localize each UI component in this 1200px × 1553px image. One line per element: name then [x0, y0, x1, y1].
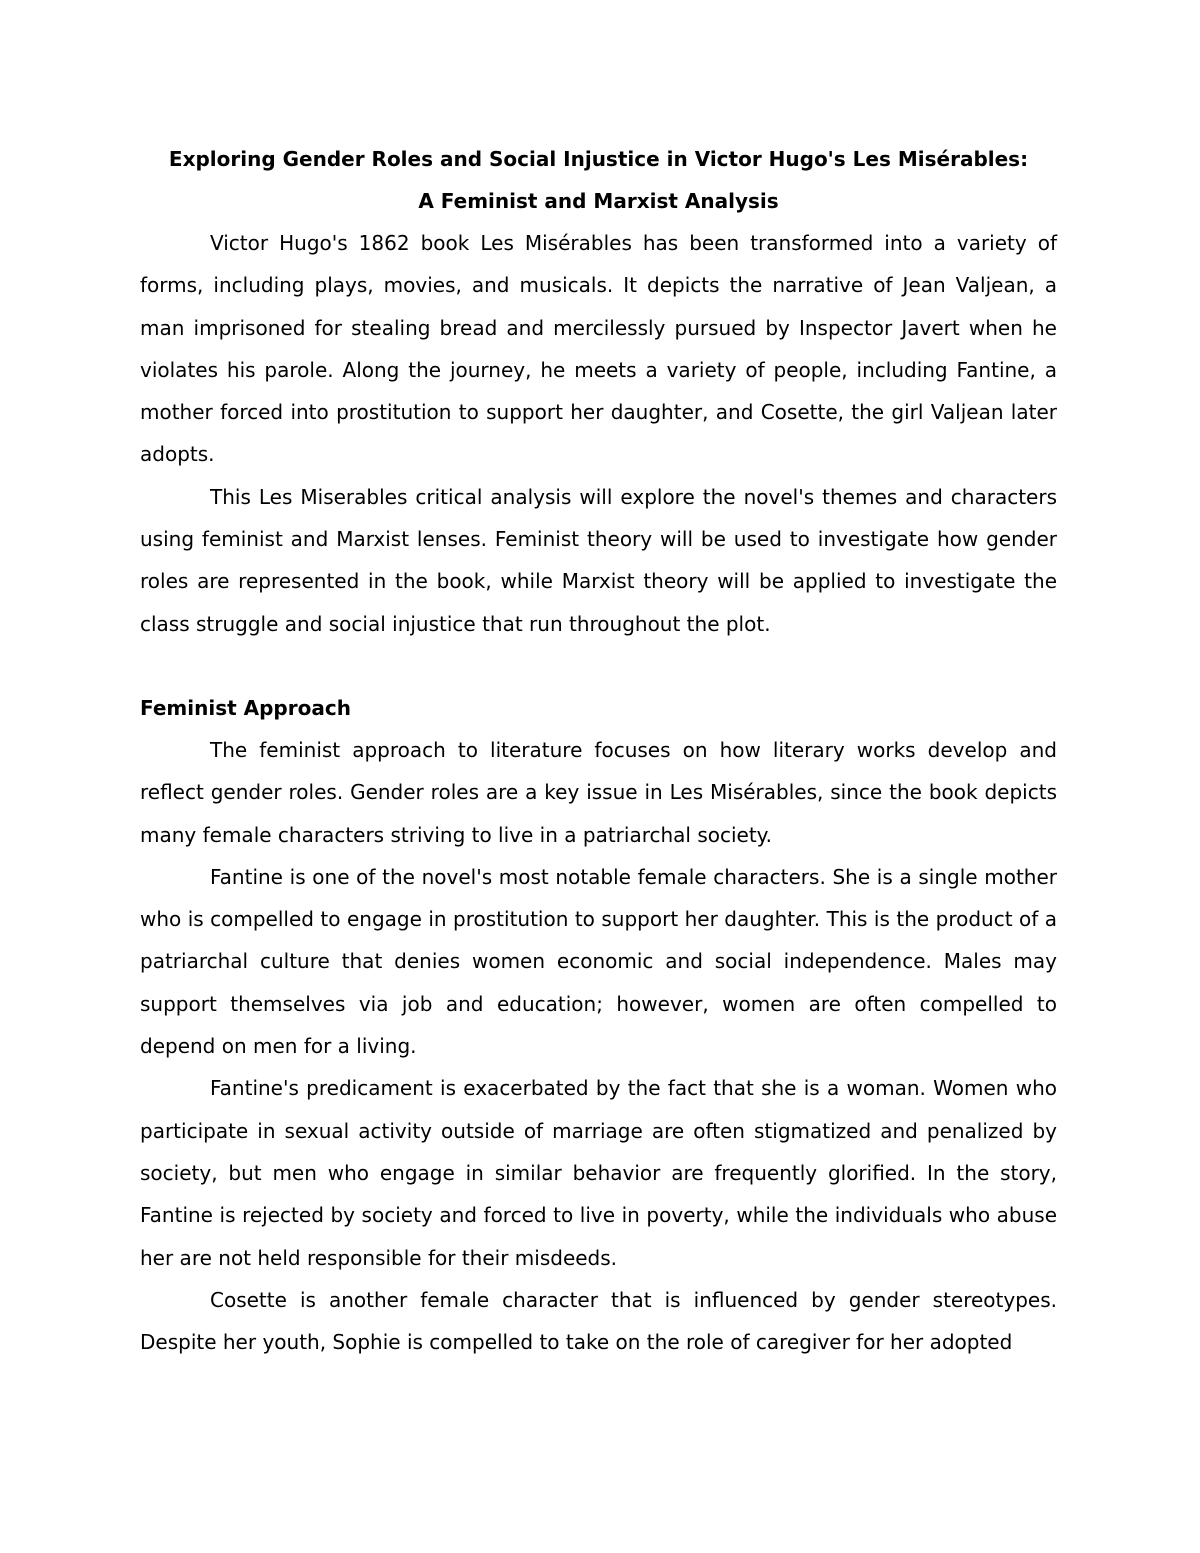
section-heading: Feminist Approach — [140, 695, 351, 720]
intro-paragraph-2: This Les Miserables critical analysis will explore the novel's themes and characters using feminist and Marxist lenses. Feminist theory will be used to investigate how gender roles are represented in the book, while Marxist theory will be applied to investigate the class struggle and social injustice that run throughout the plot. — [140, 484, 1057, 636]
section-paragraph-3: Fantine's predicament is exacerbated by the fact that she is a woman. Women who participate in sexual activity outside of marriage are often stigmatized and penalized by society, but men who engage in similar behavior are frequently glorified. In the story, Fantine is rejected by society and forced to live in poverty, while the individuals who abuse her are not held responsible for their misdeeds. — [140, 1076, 1057, 1270]
intro-paragraph-1: Victor Hugo's 1862 book Les Misérables has been transformed into a variety of forms, including plays, movies, and musicals. It depicts the narrative of Jean Valjean, a man imprisoned for stealing bread and mercilessly pursued by Inspector Javert when he violates his parole. Along the journey, he meets a variety of people, including Fantine, a mother forced into prostitution to support her daughter, and Cosette, the girl Valjean later adopts. — [140, 231, 1057, 467]
document-page — [140, 138, 1057, 1363]
section-paragraph-1: The feminist approach to literature focuses on how literary works develop and reflect gender roles. Gender roles are a key issue in Les Misérables, since the book depicts many female characters striving to live in a patriarchal society. — [140, 737, 1057, 847]
section-paragraph-4: Cosette is another female character that is influenced by gender stereotypes. Despite her youth, Sophie is compelled to take on the role of caregiver for her adopted — [140, 1287, 1057, 1355]
document-title-line-1: Exploring Gender Roles and Social Injustice in Victor Hugo's Les Misérables: — [168, 147, 1029, 171]
document-title-line-2: A Feminist and Marxist Analysis — [418, 189, 779, 213]
section-paragraph-2: Fantine is one of the novel's most notable female characters. She is a single mother who is compelled to engage in prostitution to support her daughter. This is the product of a patriarchal culture that denies women economic and social independence. Males may support themselves via job and education; however, women are often compelled to depend on men for a living. — [140, 864, 1057, 1059]
